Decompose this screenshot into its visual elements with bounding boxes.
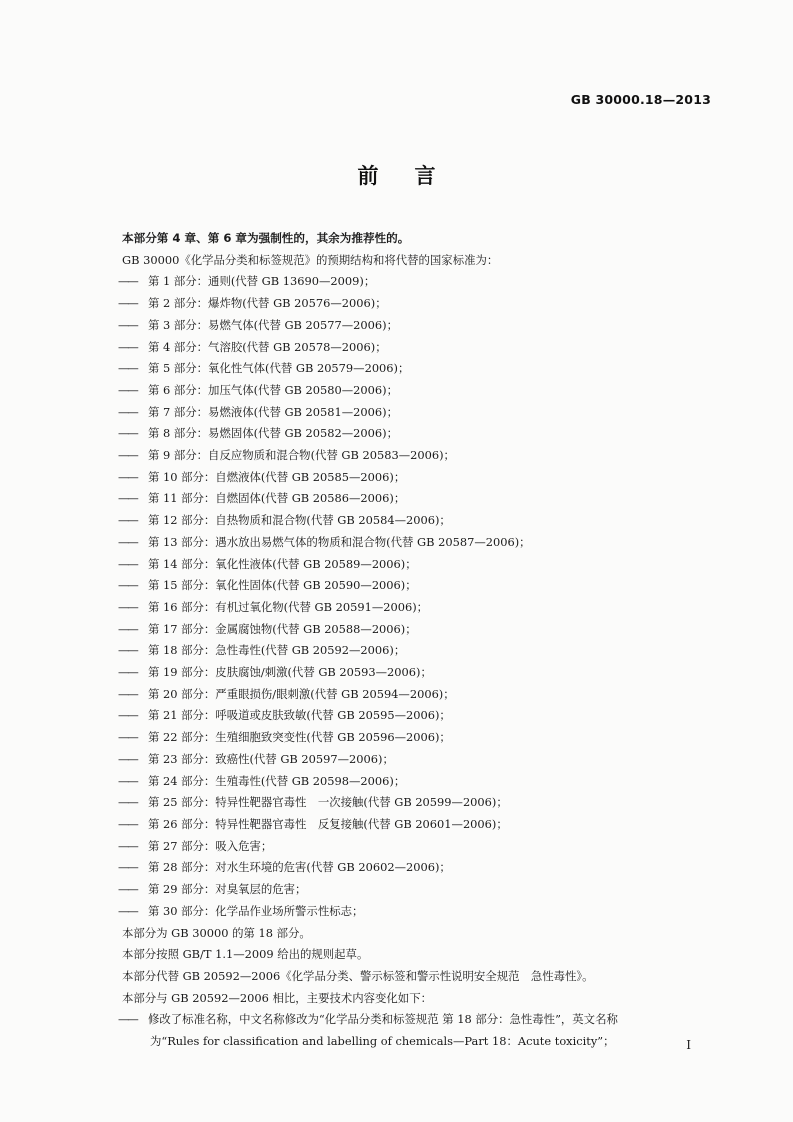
list-dash: —— xyxy=(118,491,137,506)
closing-paragraphs xyxy=(118,923,718,1010)
list-item xyxy=(118,445,718,467)
list-item xyxy=(118,749,718,771)
list-item-text: 第 30 部分：化学品作业场所警示性标志； xyxy=(148,903,364,918)
list-item-text: 第 16 部分：有机过氧化物(代替 GB 20591—2006)； xyxy=(148,599,429,614)
list-item xyxy=(118,662,718,684)
structure-intro: GB 30000《化学品分类和标签规范》的预期结构和将代替的国家标准为： xyxy=(122,252,499,267)
list-dash: —— xyxy=(118,708,137,723)
list-dash: —— xyxy=(118,773,137,788)
list-item xyxy=(118,792,718,814)
page-title: 前言 xyxy=(357,164,472,188)
list-dash: —— xyxy=(118,838,137,853)
list-dash: —— xyxy=(118,469,137,484)
list-dash: —— xyxy=(118,317,137,332)
list-item xyxy=(118,402,718,424)
list-dash: —— xyxy=(118,578,137,593)
list-item xyxy=(118,510,718,532)
list-dash: —— xyxy=(118,816,137,831)
list-item xyxy=(118,814,718,836)
list-item-text: 第 2 部分：爆炸物(代替 GB 20576—2006)； xyxy=(148,296,387,311)
list-dash: —— xyxy=(118,448,137,463)
list-item xyxy=(118,836,718,858)
list-item xyxy=(118,337,718,359)
list-item-text: 第 4 部分：气溶胶(代替 GB 20578—2006)； xyxy=(148,339,387,354)
list-item-text: 第 11 部分：自燃固体(代替 GB 20586—2006)； xyxy=(148,491,406,506)
list-dash: —— xyxy=(118,513,137,528)
list-item-text: 第 22 部分：生殖细胞致突变性(代替 GB 20596—2006)； xyxy=(148,730,451,745)
list-item-text: 第 23 部分：致癌性(代替 GB 20597—2006)； xyxy=(148,751,394,766)
list-item-text: 第 9 部分：自反应物质和混合物(代替 GB 20583—2006)； xyxy=(148,448,455,463)
list-dash: —— xyxy=(118,534,137,549)
list-item xyxy=(118,467,718,489)
list-dash: —— xyxy=(118,795,137,810)
list-item-text: 第 8 部分：易燃固体(代替 GB 20582—2006)； xyxy=(148,426,398,441)
list-item xyxy=(118,271,718,293)
list-dash: —— xyxy=(118,274,137,289)
list-item-text: 第 25 部分：特异性靶器官毒性 一次接触(代替 GB 20599—2006)； xyxy=(148,795,508,810)
list-item-text: 第 20 部分：严重眼损伤/眼刺激(代替 GB 20594—2006)； xyxy=(148,686,455,701)
list-dash: —— xyxy=(118,751,137,766)
list-dash: —— xyxy=(118,339,137,354)
list-dash: —— xyxy=(118,665,137,680)
list-item xyxy=(118,640,718,662)
paragraph: 本部分与 GB 20592—2006 相比，主要技术内容变化如下： xyxy=(122,990,432,1005)
list-item xyxy=(118,597,718,619)
list-dash: —— xyxy=(118,882,137,897)
list-item xyxy=(118,727,718,749)
list-item-text: 第 7 部分：易燃液体(代替 GB 20581—2006)； xyxy=(148,404,398,419)
list-dash: —— xyxy=(118,621,137,636)
list-dash: —— xyxy=(118,599,137,614)
list-dash: —— xyxy=(118,860,137,875)
mandatory-note: 本部分第 4 章、第 6 章为强制性的，其余为推荐性的。 xyxy=(122,231,410,245)
list-item-text: 第 1 部分：通则(代替 GB 13690—2009)； xyxy=(148,274,376,289)
list-dash: —— xyxy=(118,686,137,701)
page-number: I xyxy=(686,1038,691,1052)
list-dash: —— xyxy=(118,296,137,311)
list-item xyxy=(118,380,718,402)
list-item xyxy=(118,684,718,706)
list-dash: —— xyxy=(118,643,137,658)
list-item xyxy=(118,315,718,337)
list-item xyxy=(118,857,718,879)
list-item-text: 第 14 部分：氧化性液体(代替 GB 20589—2006)； xyxy=(148,556,417,571)
list-item xyxy=(118,901,718,923)
list-item-text: 第 17 部分：金属腐蚀物(代替 GB 20588—2006)； xyxy=(148,621,417,636)
list-item xyxy=(118,293,718,315)
paragraph: 本部分按照 GB/T 1.1—2009 给出的规则起草。 xyxy=(122,947,369,962)
list-item-text: 第 3 部分：易燃气体(代替 GB 20577—2006)； xyxy=(148,317,398,332)
list-item-text: 第 15 部分：氧化性固体(代替 GB 20590—2006)； xyxy=(148,578,417,593)
foreword-body xyxy=(118,228,718,1053)
paragraph: 本部分为 GB 30000 的第 18 部分。 xyxy=(122,925,311,940)
list-item xyxy=(118,488,718,510)
list-item xyxy=(118,619,718,641)
changes-list xyxy=(118,1009,718,1052)
list-item-text: 第 6 部分：加压气体(代替 GB 20580—2006)； xyxy=(148,382,398,397)
list-item-text: 第 5 部分：氧化性气体(代替 GB 20579—2006)； xyxy=(148,361,410,376)
list-item-text: 第 19 部分：皮肤腐蚀/刺激(代替 GB 20593—2006)； xyxy=(148,665,432,680)
list-item-text: 第 18 部分：急性毒性(代替 GB 20592—2006)； xyxy=(148,643,406,658)
list-item-text: 第 21 部分：呼吸道或皮肤致敏(代替 GB 20595—2006)； xyxy=(148,708,451,723)
list-item xyxy=(118,771,718,793)
list-dash: —— xyxy=(118,361,137,376)
parts-list xyxy=(118,271,718,922)
paragraph: 本部分代替 GB 20592—2006《化学品分类、警示标签和警示性说明安全规范 急性毒性》。 xyxy=(122,968,594,983)
list-item-text: 第 27 部分：吸入危害； xyxy=(148,838,273,853)
standard-code: GB 30000.18—2013 xyxy=(570,92,711,107)
list-item-text: 第 10 部分：自燃液体(代替 GB 20585—2006)； xyxy=(148,469,406,484)
list-item xyxy=(118,575,718,597)
list-dash: —— xyxy=(118,382,137,397)
list-item xyxy=(118,554,718,576)
list-dash: —— xyxy=(118,404,137,419)
change-item-continuation: 为“Rules for classification and labelling of chemicals—Part 18：Acute toxicity”； xyxy=(150,1034,615,1049)
list-dash: —— xyxy=(118,556,137,571)
change-item xyxy=(118,1009,718,1031)
list-item-text: 第 29 部分：对臭氧层的危害； xyxy=(148,882,307,897)
list-item-text: 第 12 部分：自热物质和混合物(代替 GB 20584—2006)； xyxy=(148,513,451,528)
list-dash: —— xyxy=(118,730,137,745)
list-dash: —— xyxy=(118,1012,137,1027)
list-item-text: 第 24 部分：生殖毒性(代替 GB 20598—2006)； xyxy=(148,773,406,788)
list-item xyxy=(118,705,718,727)
list-item xyxy=(118,423,718,445)
list-item xyxy=(118,879,718,901)
list-item xyxy=(118,532,718,554)
list-item-text: 第 26 部分：特异性靶器官毒性 反复接触(代替 GB 20601—2006)； xyxy=(148,816,508,831)
list-item-text: 第 13 部分：遇水放出易燃气体的物质和混合物(代替 GB 20587—2006)； xyxy=(148,534,531,549)
list-item-text: 第 28 部分：对水生环境的危害(代替 GB 20602—2006)； xyxy=(148,860,451,875)
list-item xyxy=(118,358,718,380)
change-item-text: 修改了标准名称，中文名称修改为“化学品分类和标签规范 第 18 部分：急性毒性”，英文名称 xyxy=(148,1012,618,1027)
list-dash: —— xyxy=(118,426,137,441)
list-dash: —— xyxy=(118,903,137,918)
